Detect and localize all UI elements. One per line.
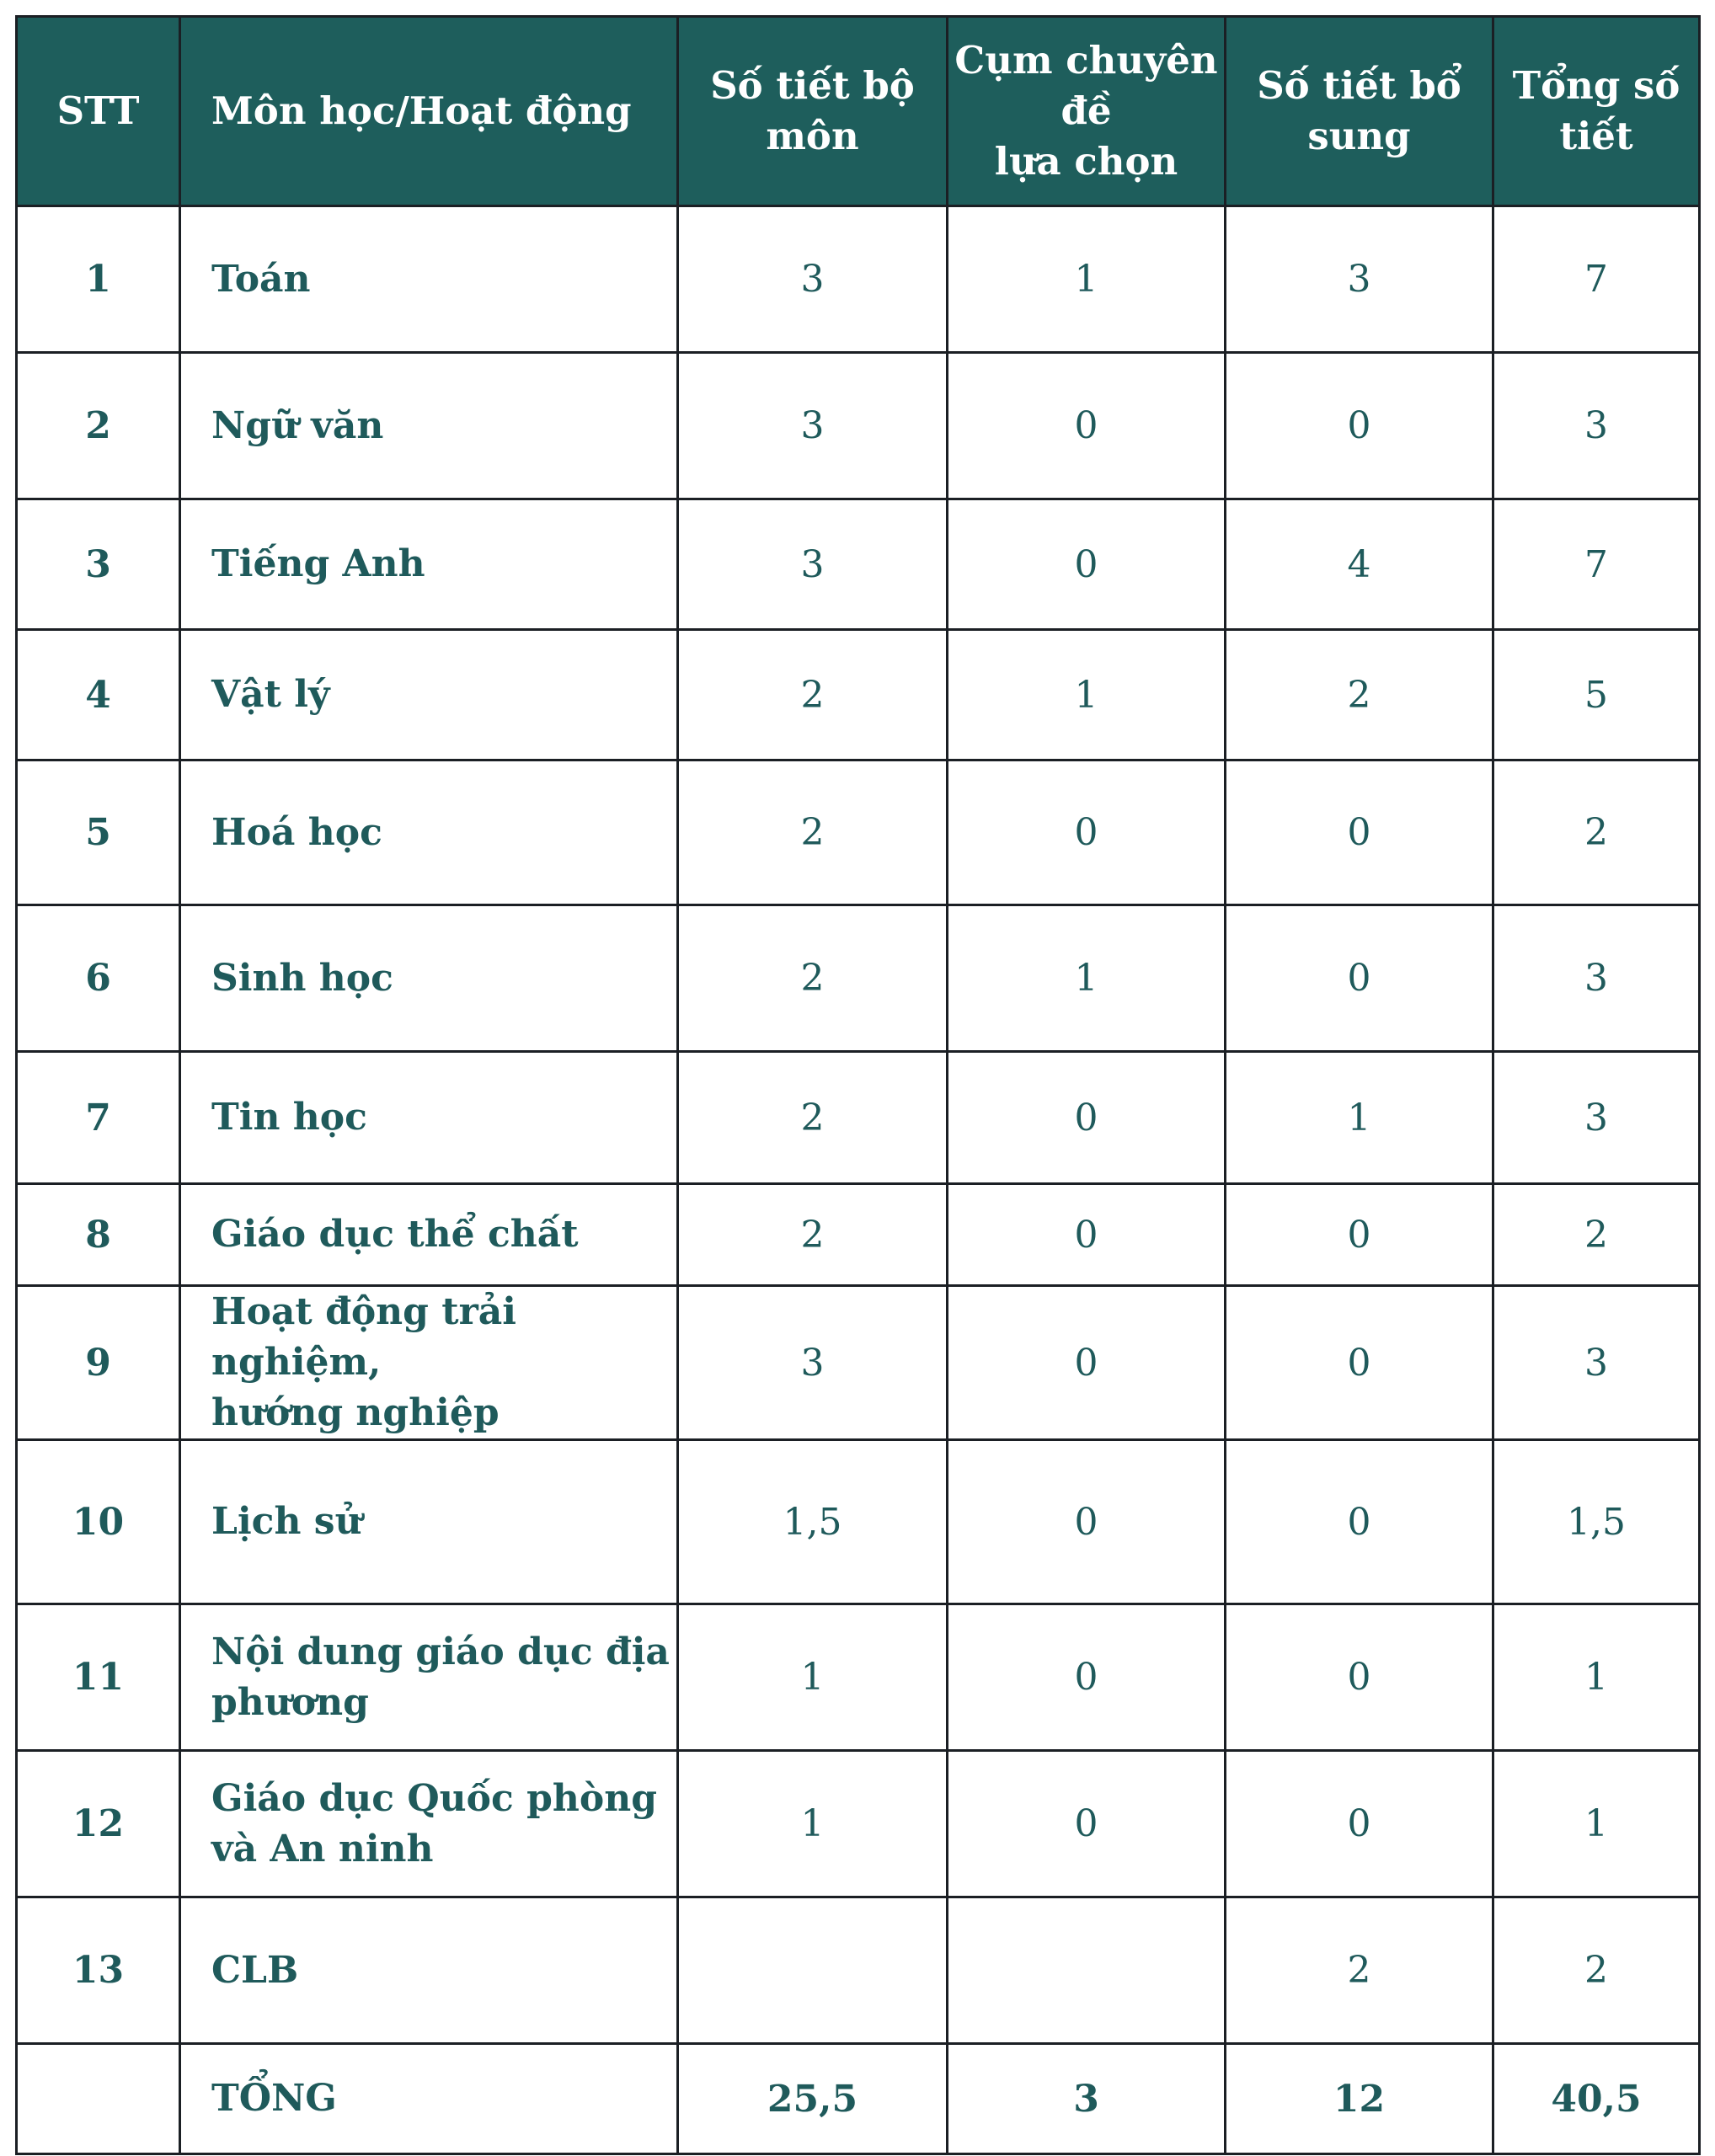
header-subject: Môn học/Hoạt động [180,17,678,206]
row-base-periods: 3 [678,1286,948,1440]
row-total-periods: 3 [1493,353,1700,499]
header-cluster [948,17,1226,206]
row-cluster [948,1897,1226,2044]
row-subject [180,1751,678,1897]
row-stt: 11 [17,1604,180,1751]
row-subject [180,1184,678,1286]
row-stt: 9 [17,1286,180,1440]
row-total-periods: 7 [1493,206,1700,353]
table-row [17,1897,1700,2044]
row-subject-line1: Lịch sử [211,1500,362,1543]
row-extra-periods: 0 [1226,760,1493,905]
row-subject-line2: phương [211,1680,369,1724]
total-extra-periods: 12 [1226,2044,1493,2154]
total-stt [17,2044,180,2154]
table-row [17,630,1700,760]
row-stt: 5 [17,760,180,905]
row-base-periods: 2 [678,1052,948,1184]
row-subject-line2: hướng nghiệp [211,1391,500,1434]
row-cluster: 0 [948,1751,1226,1897]
row-base-periods: 3 [678,353,948,499]
table-row [17,1440,1700,1604]
row-subject-line1: Hoạt động trải nghiệm, [211,1290,516,1384]
row-extra-periods: 0 [1226,1286,1493,1440]
row-extra-periods: 0 [1226,1751,1493,1897]
table-row [17,1052,1700,1184]
row-base-periods: 1 [678,1604,948,1751]
total-base-periods: 25,5 [678,2044,948,2154]
row-subject-line1: Sinh học [211,956,393,1000]
row-total-periods: 3 [1493,1052,1700,1184]
row-cluster: 1 [948,905,1226,1052]
row-total-periods: 7 [1493,499,1700,630]
row-subject [180,353,678,499]
row-subject-line1: Giáo dục Quốc phòng [211,1776,657,1820]
table-row [17,905,1700,1052]
row-subject-line1: Nội dung giáo dục địa [211,1630,670,1673]
row-total-periods: 1,5 [1493,1440,1700,1604]
row-stt: 1 [17,206,180,353]
row-cluster: 0 [948,760,1226,905]
row-base-periods: 3 [678,206,948,353]
row-subject [180,1440,678,1604]
table-row [17,353,1700,499]
row-cluster: 0 [948,1052,1226,1184]
row-subject-line1: Toán [211,257,311,301]
row-subject-line1: Giáo dục thể chất [211,1213,579,1256]
row-subject-line2: và An ninh [211,1827,434,1870]
header-cluster-line1: Cụm chuyên đề [954,38,1218,133]
row-cluster: 0 [948,1184,1226,1286]
total-total-periods: 40,5 [1493,2044,1700,2154]
table-row [17,1286,1700,1440]
table-header-row [17,17,1700,206]
table-row [17,1184,1700,1286]
row-stt: 7 [17,1052,180,1184]
row-total-periods: 2 [1493,1897,1700,2044]
row-subject [180,206,678,353]
row-subject [180,1286,678,1440]
table-row [17,499,1700,630]
row-stt: 13 [17,1897,180,2044]
total-row [17,2044,1700,2154]
row-total-periods: 1 [1493,1604,1700,1751]
row-base-periods: 1,5 [678,1440,948,1604]
row-subject-line1: Tiếng Anh [211,542,425,585]
row-extra-periods: 0 [1226,1184,1493,1286]
row-stt: 8 [17,1184,180,1286]
row-total-periods: 3 [1493,1286,1700,1440]
table-row [17,760,1700,905]
table-body [17,206,1700,2154]
row-stt: 10 [17,1440,180,1604]
row-subject [180,1052,678,1184]
row-extra-periods: 4 [1226,499,1493,630]
header-total-periods: Tổng số tiết [1493,17,1700,206]
row-total-periods: 2 [1493,1184,1700,1286]
header-stt: STT [17,17,180,206]
row-cluster: 1 [948,206,1226,353]
row-cluster: 0 [948,499,1226,630]
row-total-periods: 1 [1493,1751,1700,1897]
row-extra-periods: 1 [1226,1052,1493,1184]
row-extra-periods: 0 [1226,905,1493,1052]
row-cluster: 0 [948,1286,1226,1440]
row-base-periods: 2 [678,760,948,905]
row-base-periods [678,1897,948,2044]
row-subject-line1: Hoá học [211,810,382,854]
row-cluster: 0 [948,1440,1226,1604]
table-row [17,1604,1700,1751]
row-subject [180,760,678,905]
row-base-periods: 2 [678,1184,948,1286]
row-subject [180,905,678,1052]
row-stt: 4 [17,630,180,760]
row-stt: 12 [17,1751,180,1897]
row-extra-periods: 0 [1226,353,1493,499]
total-label: TỔNG [180,2044,678,2154]
row-subject-line1: Tin học [211,1096,367,1139]
row-stt: 6 [17,905,180,1052]
row-subject [180,1897,678,2044]
header-extra-periods: Số tiết bổ sung [1226,17,1493,206]
row-total-periods: 3 [1493,905,1700,1052]
row-stt: 2 [17,353,180,499]
row-cluster: 1 [948,630,1226,760]
row-subject-line1: Ngữ văn [211,403,384,447]
row-subject-line1: CLB [211,1948,299,1992]
row-subject-line1: Vật lý [211,673,330,716]
row-total-periods: 5 [1493,630,1700,760]
table-row [17,1751,1700,1897]
row-extra-periods: 3 [1226,206,1493,353]
row-stt: 3 [17,499,180,630]
header-cluster-line2: lựa chọn [994,139,1178,184]
header-base-periods: Số tiết bộ môn [678,17,948,206]
row-base-periods: 2 [678,905,948,1052]
row-subject [180,1604,678,1751]
row-subject [180,499,678,630]
table-row [17,206,1700,353]
row-cluster: 0 [948,1604,1226,1751]
total-cluster: 3 [948,2044,1226,2154]
row-total-periods: 2 [1493,760,1700,905]
schedule-table [15,15,1701,2155]
row-extra-periods: 0 [1226,1440,1493,1604]
row-extra-periods: 0 [1226,1604,1493,1751]
row-extra-periods: 2 [1226,630,1493,760]
row-extra-periods: 2 [1226,1897,1493,2044]
row-base-periods: 3 [678,499,948,630]
row-subject [180,630,678,760]
row-cluster: 0 [948,353,1226,499]
row-base-periods: 1 [678,1751,948,1897]
row-base-periods: 2 [678,630,948,760]
